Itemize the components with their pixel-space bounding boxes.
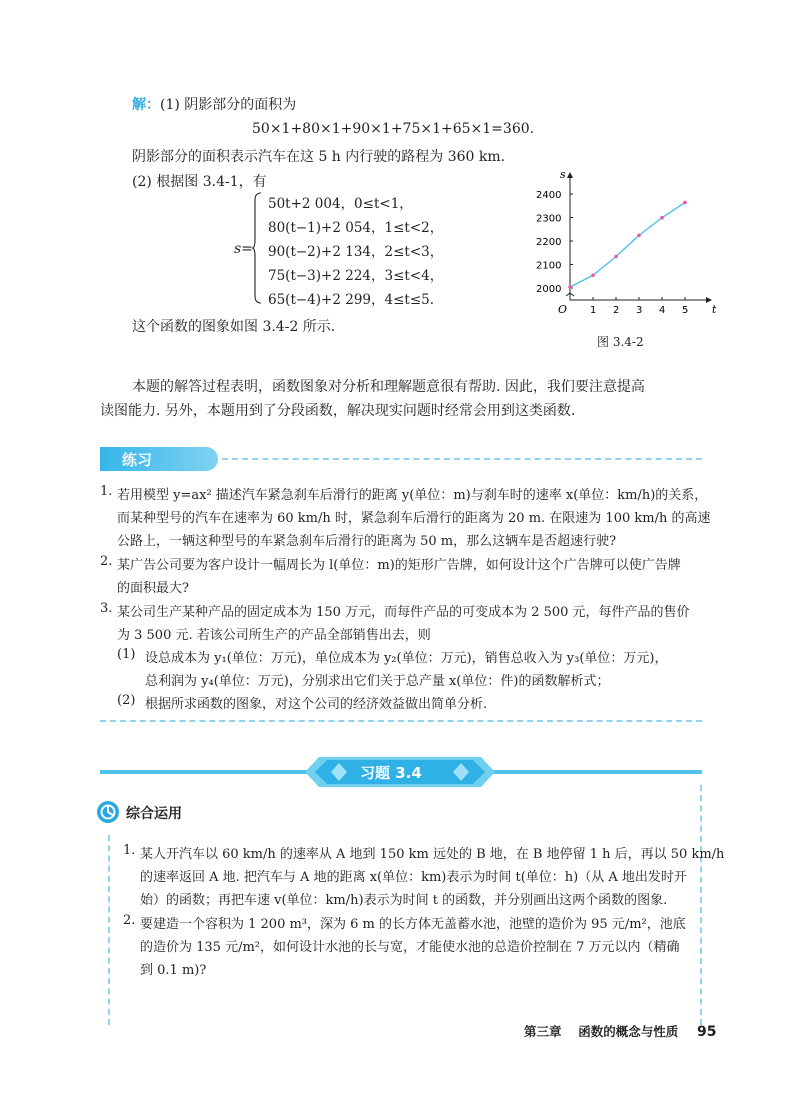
practice-item-num: 1.: [100, 484, 113, 499]
exercise-right-border: [700, 785, 702, 1025]
remark-line: 读图能力. 另外，本题用到了分段函数，解决现实问题时经常会用到这类函数.: [100, 403, 576, 419]
x-tick-label: 5: [682, 305, 689, 316]
y-axis-label: s: [560, 168, 566, 181]
data-point: [660, 216, 664, 220]
exercise-item-num: 2.: [123, 913, 136, 928]
x-tick-label: 3: [636, 305, 643, 316]
part1-intro: (1) 阴影部分的面积为: [160, 97, 297, 113]
practice-sub-num: (1): [117, 647, 136, 662]
exercise-heading: 习题 3.4: [360, 764, 422, 782]
distance-time-chart: [528, 168, 718, 326]
case-row: 50t+2 004，0≤t<1，: [268, 196, 413, 212]
practice-line: 公路上，一辆这种型号的车紧急刹车后滑行的距离为 50 m，那么这辆车是否超速行驶?: [117, 534, 617, 549]
practice-line: 若用模型 y=ax² 描述汽车紧急刹车后滑行的距离 y(单位：m)与刹车时的速率 x(单位：km/h)的关系，: [117, 488, 708, 503]
footer-chapter: 第三章: [524, 1024, 562, 1039]
data-point: [637, 234, 641, 238]
practice-line: 设总成本为 y₁(单位：万元)，单位成本为 y₂(单位：万元)，销售总收入为 y₃(单位：万元)，: [145, 651, 668, 666]
data-point: [683, 201, 687, 205]
x-axis-label: t: [712, 303, 717, 316]
series-line: [570, 202, 685, 287]
practice-heading-badge: [100, 447, 218, 471]
solution-meaning: 阴影部分的面积表示汽车在这 5 h 内行驶的路程为 360 km.: [132, 149, 506, 165]
x-tick-label: 2: [613, 305, 620, 316]
case-row: 75(t−3)+2 224，3≤t<4，: [268, 268, 444, 284]
y-tick-label: 2200: [536, 237, 562, 248]
chart-caption: 图 3.4-2: [597, 335, 644, 349]
y-tick-label: 2000: [536, 284, 562, 295]
footer-chapter-title: 函数的概念与性质: [578, 1024, 679, 1039]
practice-line: 总利润为 y₄(单位：万元)，分别求出它们关于总产量 x(单位：件)的函数解析式；: [145, 674, 610, 689]
section-title: 综合运用: [126, 806, 182, 822]
solution-label: 解：(1) 阴影部分的面积为: [132, 97, 297, 113]
practice-heading: 练习: [122, 451, 153, 469]
exercise-left-border: [108, 835, 110, 1025]
integrated-use-icon: [96, 800, 120, 824]
x-tick-label: 4: [659, 305, 666, 316]
exercise-line: 到 0.1 m)?: [140, 963, 207, 978]
practice-item-num: 3.: [100, 601, 113, 616]
y-axis-arrow: [567, 172, 573, 178]
practice-line: 为 3 500 元. 若该公司所生产的产品全部销售出去，则: [117, 628, 431, 643]
divider-bottom: [100, 720, 702, 722]
s-label: s=: [234, 241, 253, 257]
data-point: [568, 285, 572, 289]
exercise-line: 的速率返回 A 地. 把汽车与 A 地的距离 x(单位：km)表示为时间 t(单位：h)（从 A 地出发时开: [140, 870, 687, 885]
practice-line: 某广告公司要为客户设计一幅周长为 l(单位：m)的矩形广告牌，如何设计这个广告牌可以使广告牌: [117, 558, 681, 573]
y-tick-label: 2300: [536, 213, 562, 225]
graph-note: 这个函数的图象如图 3.4-2 所示.: [132, 319, 336, 335]
divider-top: [222, 458, 702, 460]
y-tick-label: 2400: [536, 190, 562, 201]
page-footer: [524, 1022, 716, 1040]
practice-item-num: 2.: [100, 554, 113, 569]
exercise-line: 始）的函数；再把车速 v(单位：km/h)表示为时间 t 的函数，并分别画出这两个函数的图象.: [140, 893, 668, 908]
case-row: 90(t−2)+2 134，2≤t<3，: [268, 244, 444, 260]
practice-sub-num: (2): [117, 693, 136, 708]
practice-line: 某公司生产某种产品的固定成本为 150 万元，而每件产品的可变成本为 2 500 元，每件产品的售价: [117, 605, 690, 620]
case-row: 80(t−1)+2 054，1≤t<2，: [268, 220, 444, 236]
equation: 50×1+80×1+90×1+75×1+65×1=360.: [252, 121, 535, 137]
practice-line: 的面积最大?: [117, 581, 189, 596]
part2-intro: (2) 根据图 3.4-1，有: [132, 174, 267, 190]
case-row: 65(t−4)+2 299，4≤t≤5.: [268, 292, 435, 308]
exercise-line: 的造价为 135 元/m²，如何设计水池的长与宽，才能使水池的总造价控制在 7 万元以内（精确: [140, 940, 680, 955]
practice-line: 根据所求函数的图象，对这个公司的经济效益做出简单分析.: [145, 697, 488, 712]
exercise-item-num: 1.: [123, 843, 136, 858]
practice-line: 而某种型号的汽车在速率为 60 km/h 时，紧急刹车后滑行的距离为 20 m. 在限速为 100 km/h 的高速: [117, 511, 711, 526]
piecewise-brace: [252, 192, 262, 304]
x-tick-label: 1: [590, 305, 597, 316]
origin-label: O: [558, 303, 568, 316]
exercise-line: 要建造一个容积为 1 200 m³，深为 6 m 的长方体无盖蓄水池，池壁的造价为 95 元/m²，池底: [140, 917, 686, 932]
y-tick-label: 2100: [536, 260, 562, 272]
exercise-line: 某人开汽车以 60 km/h 的速率从 A 地到 150 km 远处的 B 地，在 B 地停留 1 h 后，再以 50 km/h: [140, 847, 725, 862]
data-point: [591, 274, 595, 278]
remark-line: 本题的解答过程表明，函数图象对分析和理解题意很有帮助. 因此，我们要注意提高: [132, 379, 645, 395]
page-number: 95: [696, 1024, 717, 1040]
data-point: [614, 255, 618, 259]
